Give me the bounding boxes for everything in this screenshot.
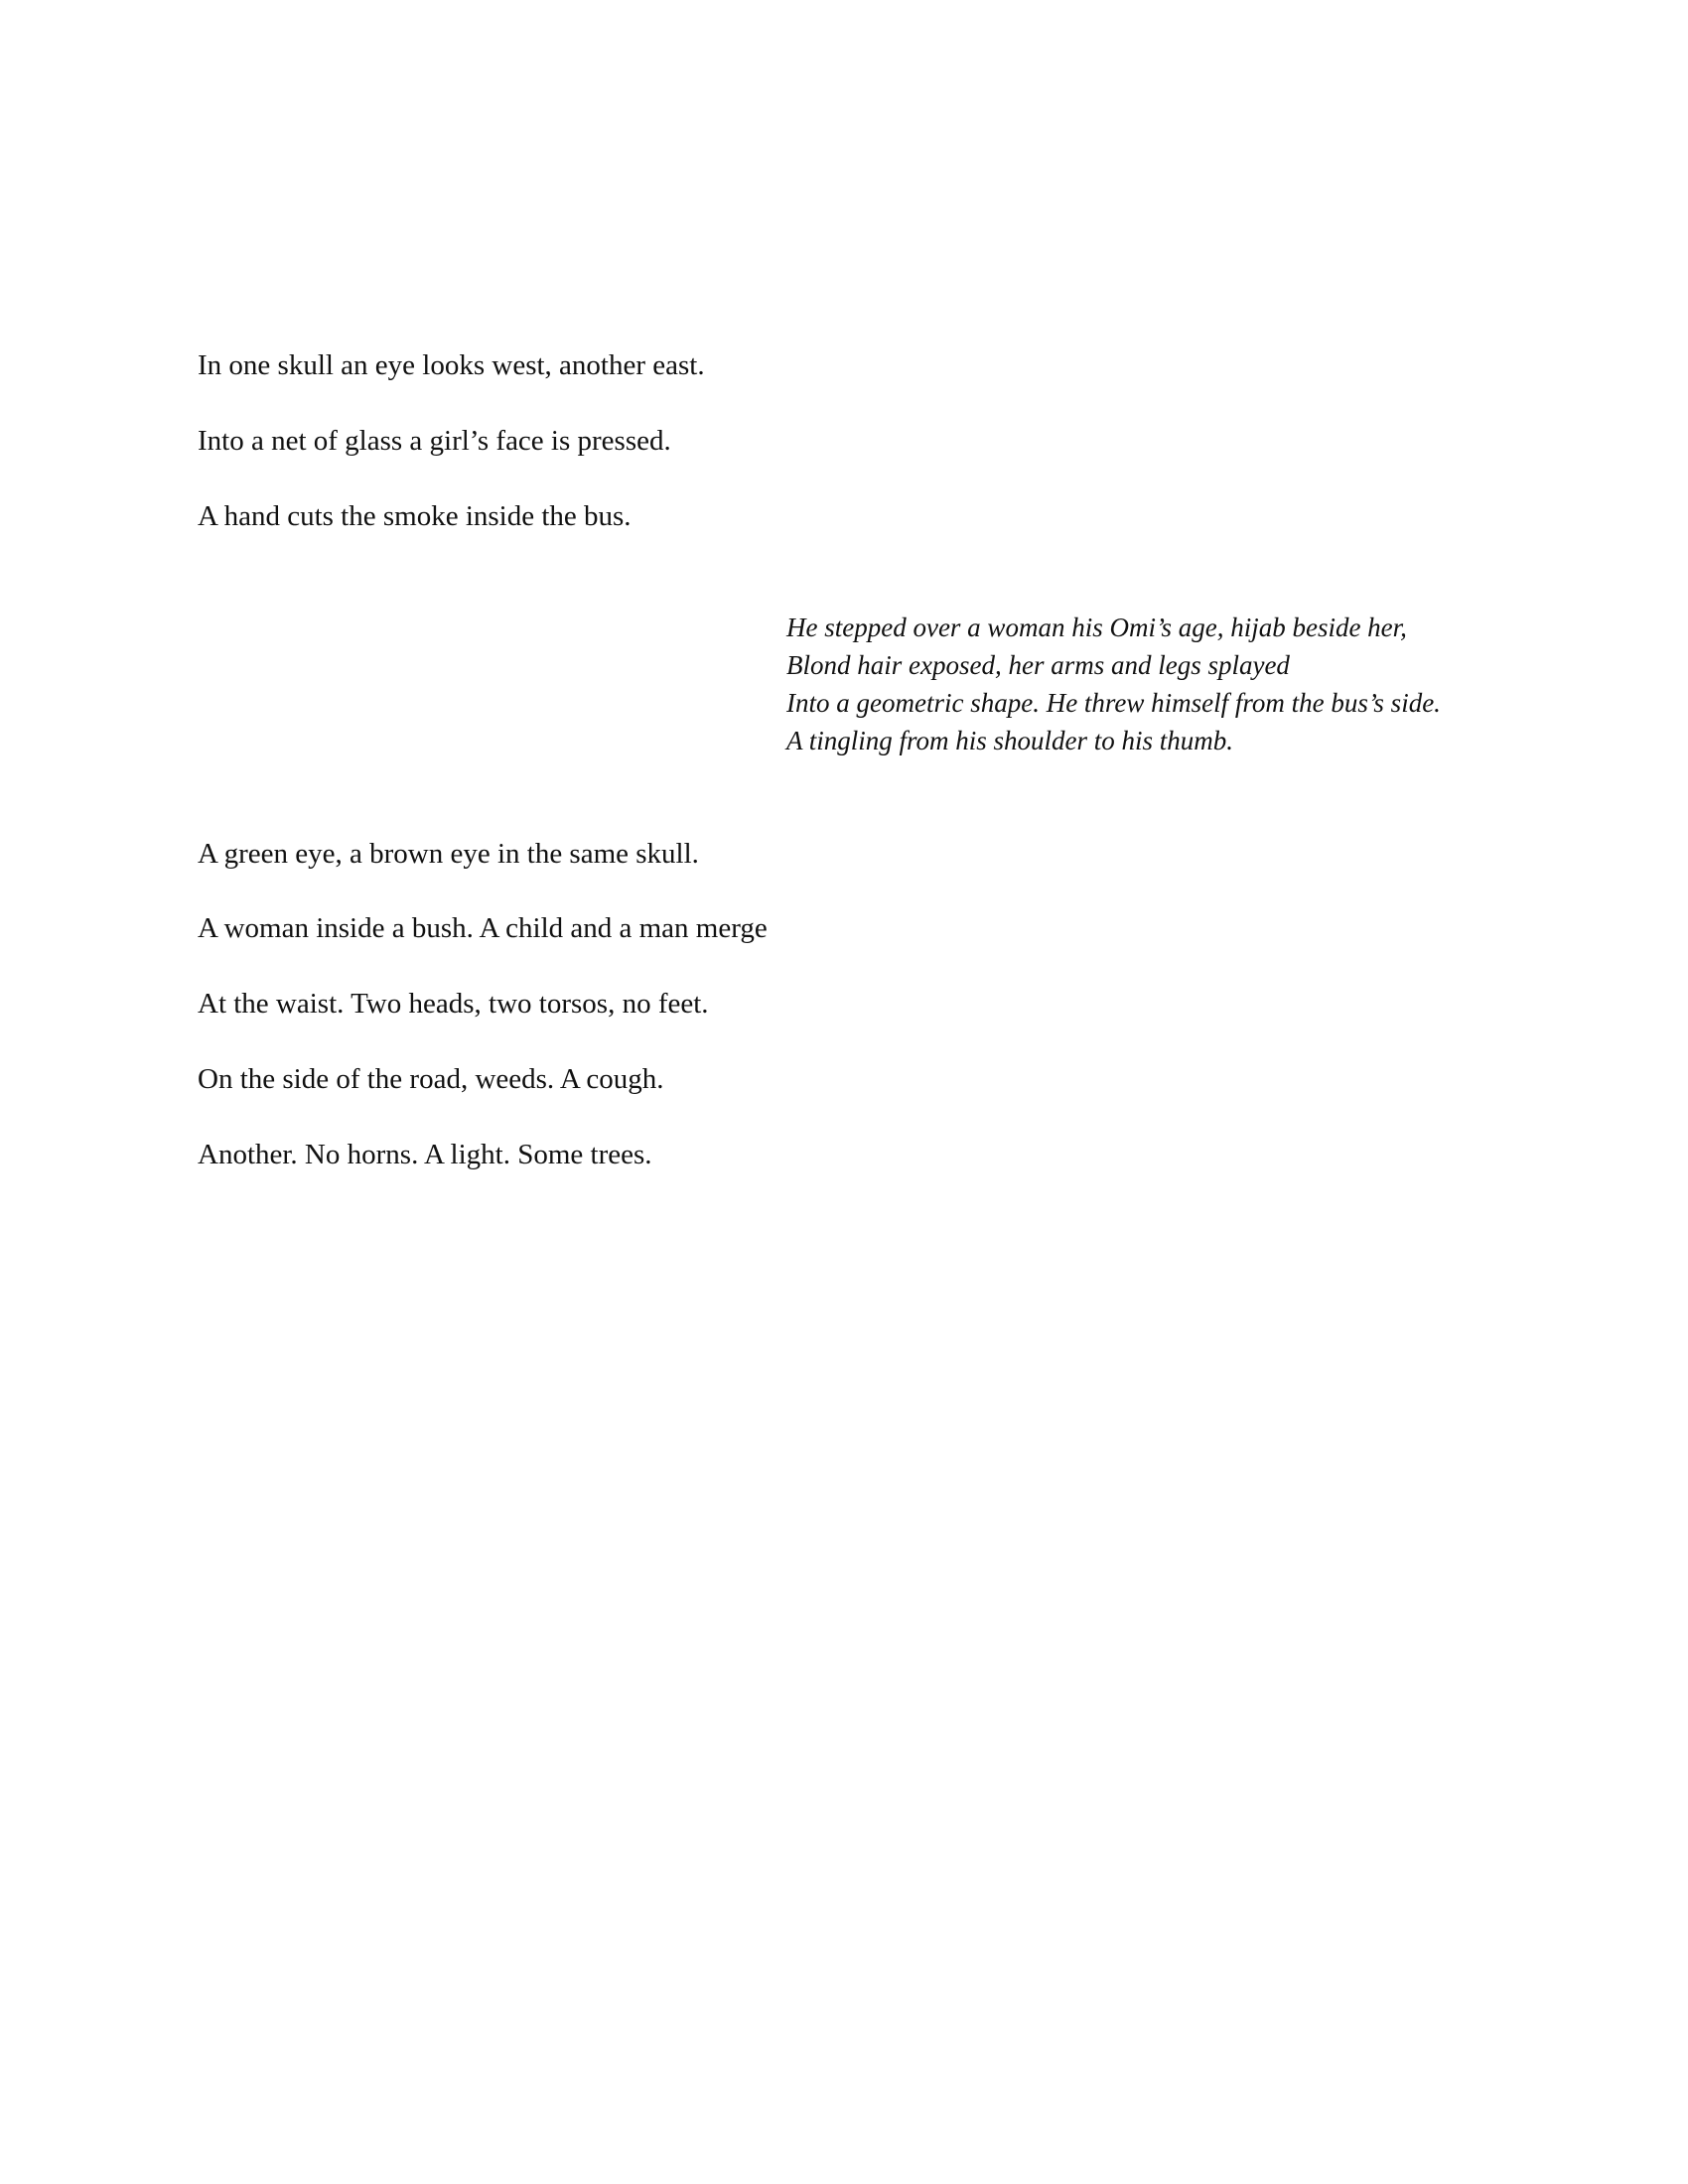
poem-line: In one skull an eye looks west, another east. (198, 349, 705, 381)
poem-line: Into a net of glass a girl’s face is pressed. (198, 425, 671, 457)
poem-line: Another. No horns. A light. Some trees. (198, 1139, 652, 1170)
italic-stanza (786, 609, 1441, 759)
italic-poem-line: He stepped over a woman his Omi’s age, hijab beside her, (786, 613, 1407, 642)
italic-poem-line: A tingling from his shoulder to his thumb. (786, 726, 1234, 755)
italic-poem-line: Blond hair exposed, her arms and legs splayed (786, 650, 1290, 680)
poem-line: At the waist. Two heads, two torsos, no feet. (198, 988, 709, 1020)
poem-line: On the side of the road, weeds. A cough. (198, 1063, 664, 1095)
poem-line: A woman inside a bush. A child and a man merge (198, 912, 768, 944)
poem-line: A hand cuts the smoke inside the bus. (198, 500, 632, 532)
italic-poem-line: Into a geometric shape. He threw himself from the bus’s side. (786, 688, 1441, 718)
poem-line: A green eye, a brown eye in the same skull. (198, 838, 699, 870)
